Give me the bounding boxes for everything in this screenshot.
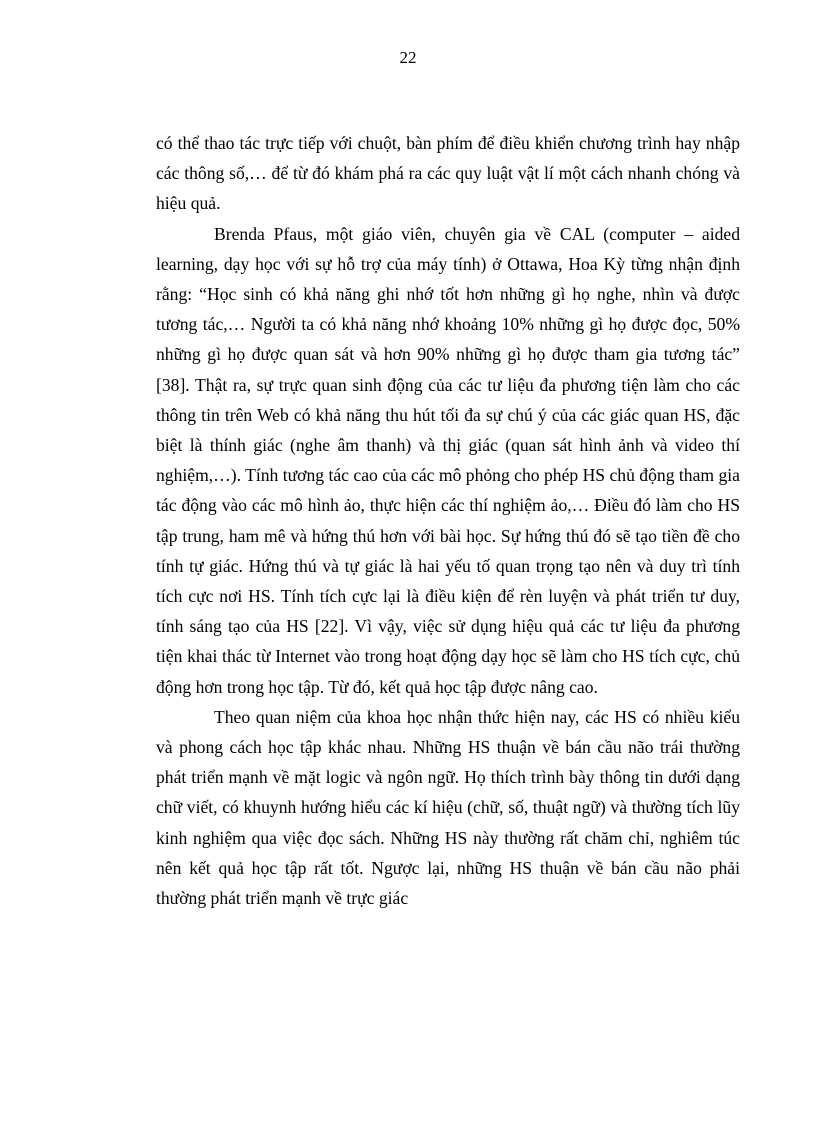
page-number: 22 [399, 48, 417, 67]
paragraph-continued: có thể thao tác trực tiếp với chuột, bàn phím để điều khiển chương trình hay nhập các thông số,… để từ đó khám phá ra các quy luật vật lí một cách nhanh chóng và hiệu quả. [156, 133, 740, 214]
paragraph-brenda-pfaus: Brenda Pfaus, một giáo viên, chuyên gia về CAL (computer – aided learning, dạy học với sự hỗ trợ của máy tính) ở Ottawa, Hoa Kỳ từng nhận định rằng: “Học sinh có khả năng ghi nhớ tốt hơn những gì họ nghe, nhìn và được tương tác,… Người ta có khả năng nhớ khoảng 10% những gì họ được đọc, 50% những gì họ được quan sát và hơn 90% những gì họ được tham gia tương tác” [38]. Thật ra, sự trực quan sinh động của các tư liệu đa phương tiện làm cho các thông tin trên Web có khả năng thu hút tối đa sự chú ý của các giác quan HS, đặc biệt là thính giác (nghe âm thanh) và thị giác (quan sát hình ảnh và video thí nghiệm,…). Tính tương tác cao của các mô phỏng cho phép HS chủ động tham gia tác động vào các mô hình ảo, thực hiện các thí nghiệm ảo,… Điều đó làm cho HS tập trung, ham mê và hứng thú hơn với bài học. Sự hứng thú đó sẽ tạo tiền đề cho tính tự giác. Hứng thú và tự giác là hai yếu tố quan trọng tạo nên và duy trì tính tích cực nơi HS. Tính tích cực lại là điều kiện để rèn luyện và phát triển tư duy, tính sáng tạo của HS [22]. Vì vậy, việc sử dụng hiệu quả các tư liệu đa phương tiện khai thác từ Internet vào trong hoạt động dạy học sẽ làm cho HS tích cực, chủ động hơn trong học tập. Từ đó, kết quả học tập được nâng cao. [156, 223, 740, 697]
paragraph-cognitive-science: Theo quan niệm của khoa học nhận thức hiện nay, các HS có nhiều kiểu và phong cách học tập khác nhau. Những HS thuận về bán cầu não trái thường phát triển mạnh về mặt logic và ngôn ngữ. Họ thích trình bày thông tin dưới dạng chữ viết, có khuynh hướng hiểu các kí hiệu (chữ, số, thuật ngữ) và thường tích lũy kinh nghiệm qua việc đọc sách. Những HS này thường rất chăm chỉ, nghiêm túc nên kết quả học tập rất tốt. Ngược lại, những HS thuận về bán cầu não phải thường phát triển mạnh về trực giác [156, 706, 740, 909]
body-text [156, 128, 740, 913]
